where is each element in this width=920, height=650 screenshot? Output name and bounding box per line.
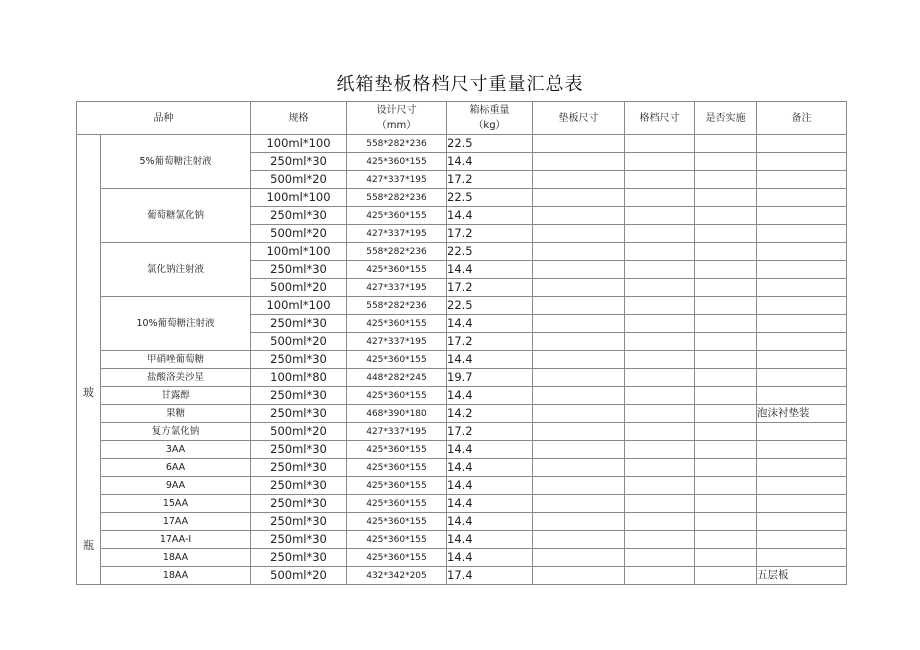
design-size-cell: 558*282*236 xyxy=(347,243,447,261)
grid-size-cell xyxy=(625,441,695,459)
design-size-cell: 427*337*195 xyxy=(347,171,447,189)
spec-cell: 500ml*20 xyxy=(251,423,347,441)
remarks-cell xyxy=(757,261,847,279)
header-design-size-label: 设计尺寸 xyxy=(376,105,417,116)
implemented-cell xyxy=(695,441,757,459)
weight-cell: 17.2 xyxy=(447,423,533,441)
weight-cell: 22.5 xyxy=(447,135,533,153)
design-size-cell: 425*360*155 xyxy=(347,549,447,567)
spec-cell: 500ml*20 xyxy=(251,171,347,189)
implemented-cell xyxy=(695,153,757,171)
pad-size-cell xyxy=(533,369,625,387)
product-name: 15AA xyxy=(101,495,251,513)
weight-cell: 17.2 xyxy=(447,333,533,351)
implemented-cell xyxy=(695,513,757,531)
category-cell xyxy=(77,135,101,585)
spec-cell: 100ml*80 xyxy=(251,369,347,387)
table-row xyxy=(77,135,847,153)
grid-size-cell xyxy=(625,387,695,405)
table-row xyxy=(77,495,847,513)
product-name: 5%葡萄糖注射液 xyxy=(101,135,251,189)
table-row xyxy=(77,243,847,261)
weight-cell: 22.5 xyxy=(447,243,533,261)
grid-size-cell xyxy=(625,423,695,441)
implemented-cell xyxy=(695,531,757,549)
grid-size-cell xyxy=(625,297,695,315)
implemented-cell xyxy=(695,477,757,495)
header-box-weight-unit: （kg） xyxy=(473,120,506,131)
remarks-cell xyxy=(757,495,847,513)
category-char-1: 玻 xyxy=(83,385,94,399)
design-size-cell: 425*360*155 xyxy=(347,477,447,495)
pad-size-cell xyxy=(533,423,625,441)
header-product: 品种 xyxy=(77,102,251,135)
design-size-cell: 425*360*155 xyxy=(347,387,447,405)
table-row xyxy=(77,549,847,567)
weight-cell: 14.4 xyxy=(447,549,533,567)
product-name: 氯化钠注射液 xyxy=(101,243,251,297)
product-name: 6AA xyxy=(101,459,251,477)
remarks-cell xyxy=(757,189,847,207)
design-size-cell: 558*282*236 xyxy=(347,189,447,207)
pad-size-cell xyxy=(533,567,625,585)
remarks-cell xyxy=(757,459,847,477)
remarks-cell xyxy=(757,531,847,549)
spec-cell: 250ml*30 xyxy=(251,441,347,459)
pad-size-cell xyxy=(533,297,625,315)
grid-size-cell xyxy=(625,261,695,279)
implemented-cell xyxy=(695,405,757,423)
pad-size-cell xyxy=(533,225,625,243)
design-size-cell: 425*360*155 xyxy=(347,495,447,513)
spec-cell: 250ml*30 xyxy=(251,477,347,495)
product-name: 18AA xyxy=(101,549,251,567)
implemented-cell xyxy=(695,549,757,567)
implemented-cell xyxy=(695,189,757,207)
pad-size-cell xyxy=(533,351,625,369)
weight-cell: 14.4 xyxy=(447,459,533,477)
product-name: 复方氯化钠 xyxy=(101,423,251,441)
product-name: 18AA xyxy=(101,567,251,585)
table-row xyxy=(77,423,847,441)
grid-size-cell xyxy=(625,351,695,369)
implemented-cell xyxy=(695,351,757,369)
weight-cell: 14.4 xyxy=(447,207,533,225)
table-row xyxy=(77,297,847,315)
grid-size-cell xyxy=(625,495,695,513)
table-body xyxy=(77,102,847,585)
spec-cell: 250ml*30 xyxy=(251,261,347,279)
category-char-2: 瓶 xyxy=(83,538,94,552)
grid-size-cell xyxy=(625,135,695,153)
grid-size-cell xyxy=(625,405,695,423)
weight-cell: 17.2 xyxy=(447,225,533,243)
product-name: 盐酸洛美沙星 xyxy=(101,369,251,387)
implemented-cell xyxy=(695,387,757,405)
table-row xyxy=(77,369,847,387)
remarks-cell xyxy=(757,135,847,153)
grid-size-cell xyxy=(625,207,695,225)
weight-cell: 17.4 xyxy=(447,567,533,585)
spec-cell: 250ml*30 xyxy=(251,549,347,567)
weight-cell: 14.4 xyxy=(447,315,533,333)
header-spec: 规格 xyxy=(251,102,347,135)
remarks-cell xyxy=(757,171,847,189)
implemented-cell xyxy=(695,369,757,387)
product-name: 果糖 xyxy=(101,405,251,423)
design-size-cell: 425*360*155 xyxy=(347,531,447,549)
design-size-cell: 425*360*155 xyxy=(347,513,447,531)
grid-size-cell xyxy=(625,369,695,387)
weight-cell: 14.4 xyxy=(447,387,533,405)
spec-cell: 500ml*20 xyxy=(251,225,347,243)
weight-cell: 14.4 xyxy=(447,477,533,495)
spec-cell: 250ml*30 xyxy=(251,495,347,513)
design-size-cell: 425*360*155 xyxy=(347,351,447,369)
remarks-cell xyxy=(757,153,847,171)
header-implemented: 是否实施 xyxy=(695,102,757,135)
spec-cell: 100ml*100 xyxy=(251,243,347,261)
grid-size-cell xyxy=(625,333,695,351)
table-row xyxy=(77,387,847,405)
header-design-size-unit: （mm） xyxy=(376,120,417,131)
design-size-cell: 448*282*245 xyxy=(347,369,447,387)
spec-cell: 500ml*20 xyxy=(251,567,347,585)
weight-cell: 22.5 xyxy=(447,189,533,207)
implemented-cell xyxy=(695,495,757,513)
spec-cell: 250ml*30 xyxy=(251,531,347,549)
weight-cell: 14.4 xyxy=(447,261,533,279)
implemented-cell xyxy=(695,297,757,315)
spec-cell: 250ml*30 xyxy=(251,351,347,369)
weight-cell: 14.4 xyxy=(447,351,533,369)
implemented-cell xyxy=(695,225,757,243)
remarks-cell xyxy=(757,387,847,405)
weight-cell: 19.7 xyxy=(447,369,533,387)
design-size-cell: 427*337*195 xyxy=(347,423,447,441)
implemented-cell xyxy=(695,315,757,333)
grid-size-cell xyxy=(625,513,695,531)
table-row xyxy=(77,513,847,531)
pad-size-cell xyxy=(533,477,625,495)
remarks-cell xyxy=(757,225,847,243)
implemented-cell xyxy=(695,261,757,279)
pad-size-cell xyxy=(533,441,625,459)
remarks-cell xyxy=(757,549,847,567)
header-grid-size: 格档尺寸 xyxy=(625,102,695,135)
product-name: 10%葡萄糖注射液 xyxy=(101,297,251,351)
weight-cell: 22.5 xyxy=(447,297,533,315)
design-size-cell: 425*360*155 xyxy=(347,441,447,459)
table-row xyxy=(77,441,847,459)
grid-size-cell xyxy=(625,189,695,207)
grid-size-cell xyxy=(625,153,695,171)
remarks-cell xyxy=(757,315,847,333)
pad-size-cell xyxy=(533,135,625,153)
product-name: 葡萄糖氯化钠 xyxy=(101,189,251,243)
remarks-cell xyxy=(757,243,847,261)
summary-table xyxy=(76,101,847,585)
table-row xyxy=(77,531,847,549)
table-row xyxy=(77,351,847,369)
spec-cell: 500ml*20 xyxy=(251,333,347,351)
header-box-weight-label: 箱标重量 xyxy=(469,105,510,116)
pad-size-cell xyxy=(533,153,625,171)
spec-cell: 250ml*30 xyxy=(251,387,347,405)
remarks-cell xyxy=(757,207,847,225)
design-size-cell: 425*360*155 xyxy=(347,261,447,279)
remarks-cell xyxy=(757,477,847,495)
remarks-cell xyxy=(757,369,847,387)
grid-size-cell xyxy=(625,243,695,261)
grid-size-cell xyxy=(625,315,695,333)
design-size-cell: 425*360*155 xyxy=(347,207,447,225)
spec-cell: 500ml*20 xyxy=(251,279,347,297)
pad-size-cell xyxy=(533,549,625,567)
table-row xyxy=(77,459,847,477)
design-size-cell: 558*282*236 xyxy=(347,135,447,153)
design-size-cell: 427*337*195 xyxy=(347,333,447,351)
product-name: 3AA xyxy=(101,441,251,459)
product-name: 甲硝唑葡萄糖 xyxy=(101,351,251,369)
table-row xyxy=(77,567,847,585)
remarks-cell xyxy=(757,423,847,441)
header-pad-size: 垫板尺寸 xyxy=(533,102,625,135)
grid-size-cell xyxy=(625,549,695,567)
header-remarks: 备注 xyxy=(757,102,847,135)
spec-cell: 250ml*30 xyxy=(251,315,347,333)
weight-cell: 14.2 xyxy=(447,405,533,423)
grid-size-cell xyxy=(625,225,695,243)
grid-size-cell xyxy=(625,171,695,189)
table-row xyxy=(77,189,847,207)
implemented-cell xyxy=(695,207,757,225)
spec-cell: 250ml*30 xyxy=(251,513,347,531)
design-size-cell: 427*337*195 xyxy=(347,225,447,243)
weight-cell: 17.2 xyxy=(447,279,533,297)
design-size-cell: 425*360*155 xyxy=(347,315,447,333)
weight-cell: 14.4 xyxy=(447,513,533,531)
implemented-cell xyxy=(695,459,757,477)
pad-size-cell xyxy=(533,459,625,477)
spec-cell: 100ml*100 xyxy=(251,297,347,315)
pad-size-cell xyxy=(533,243,625,261)
remarks-cell xyxy=(757,351,847,369)
spec-cell: 250ml*30 xyxy=(251,459,347,477)
pad-size-cell xyxy=(533,333,625,351)
grid-size-cell xyxy=(625,477,695,495)
header-design-size xyxy=(347,102,447,135)
spec-cell: 100ml*100 xyxy=(251,189,347,207)
pad-size-cell xyxy=(533,531,625,549)
implemented-cell xyxy=(695,423,757,441)
header-row xyxy=(77,102,847,135)
pad-size-cell xyxy=(533,189,625,207)
product-name: 9AA xyxy=(101,477,251,495)
remarks-cell: 泡沫衬垫装 xyxy=(757,405,847,423)
remarks-cell xyxy=(757,513,847,531)
page-title: 纸箱垫板格档尺寸重量汇总表 xyxy=(336,74,584,95)
implemented-cell xyxy=(695,135,757,153)
design-size-cell: 432*342*205 xyxy=(347,567,447,585)
remarks-cell xyxy=(757,279,847,297)
implemented-cell xyxy=(695,333,757,351)
design-size-cell: 425*360*155 xyxy=(347,459,447,477)
grid-size-cell xyxy=(625,567,695,585)
weight-cell: 14.4 xyxy=(447,153,533,171)
product-name: 甘露醇 xyxy=(101,387,251,405)
weight-cell: 17.2 xyxy=(447,171,533,189)
spec-cell: 250ml*30 xyxy=(251,207,347,225)
header-box-weight xyxy=(447,102,533,135)
product-name: 17AA xyxy=(101,513,251,531)
pad-size-cell xyxy=(533,495,625,513)
weight-cell: 14.4 xyxy=(447,495,533,513)
pad-size-cell xyxy=(533,207,625,225)
pad-size-cell xyxy=(533,513,625,531)
pad-size-cell xyxy=(533,315,625,333)
design-size-cell: 427*337*195 xyxy=(347,279,447,297)
remarks-cell xyxy=(757,441,847,459)
remarks-cell xyxy=(757,333,847,351)
spec-cell: 100ml*100 xyxy=(251,135,347,153)
pad-size-cell xyxy=(533,261,625,279)
remarks-cell xyxy=(757,297,847,315)
grid-size-cell xyxy=(625,531,695,549)
implemented-cell xyxy=(695,279,757,297)
pad-size-cell xyxy=(533,405,625,423)
implemented-cell xyxy=(695,567,757,585)
weight-cell: 14.4 xyxy=(447,531,533,549)
table-row xyxy=(77,477,847,495)
remarks-cell: 五层板 xyxy=(757,567,847,585)
grid-size-cell xyxy=(625,459,695,477)
pad-size-cell xyxy=(533,279,625,297)
design-size-cell: 425*360*155 xyxy=(347,153,447,171)
spec-cell: 250ml*30 xyxy=(251,153,347,171)
spec-cell: 250ml*30 xyxy=(251,405,347,423)
implemented-cell xyxy=(695,171,757,189)
grid-size-cell xyxy=(625,279,695,297)
product-name: 17AA-I xyxy=(101,531,251,549)
design-size-cell: 558*282*236 xyxy=(347,297,447,315)
weight-cell: 14.4 xyxy=(447,441,533,459)
pad-size-cell xyxy=(533,387,625,405)
pad-size-cell xyxy=(533,171,625,189)
design-size-cell: 468*390*180 xyxy=(347,405,447,423)
table-row xyxy=(77,405,847,423)
implemented-cell xyxy=(695,243,757,261)
